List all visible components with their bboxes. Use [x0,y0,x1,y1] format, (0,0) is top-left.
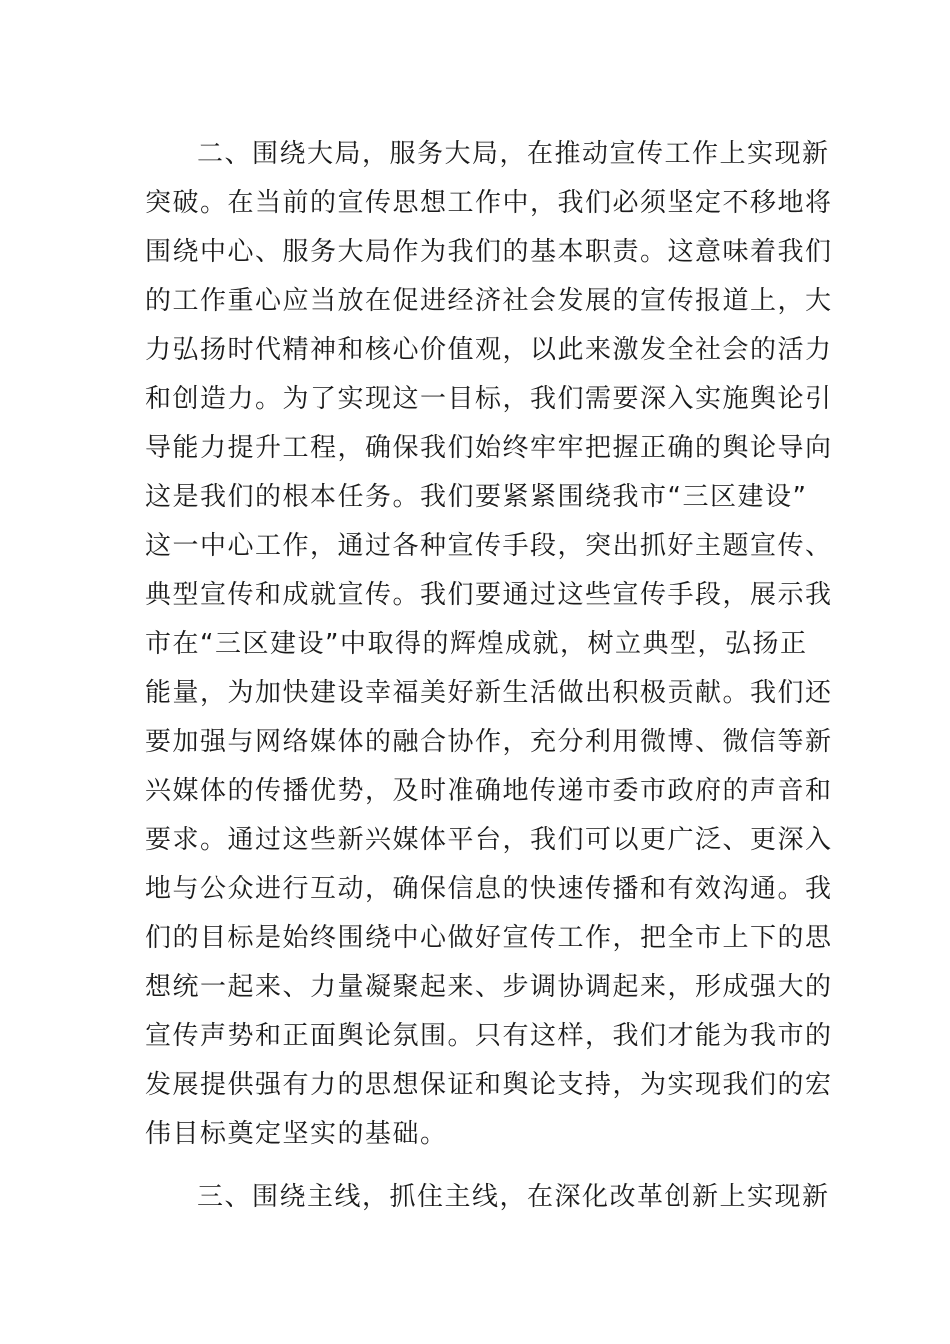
text-line: 市在“三区建设”中取得的辉煌成就，树立典型，弘扬正 [145,629,808,659]
text-line: 们的目标是始终围绕中心做好宣传工作，把全市上下的思 [145,923,833,953]
text-line: 要加强与网络媒体的融合协作，充分利用微博、微信等新 [145,727,833,757]
text-line: 宣传声势和正面舆论氛围。只有这样，我们才能为我市的 [145,1021,833,1051]
text-line: 发展提供强有力的思想保证和舆论支持，为实现我们的宏 [145,1070,833,1100]
text-line: 二、围绕大局，服务大局，在推动宣传工作上实现新 [197,139,830,169]
text-line: 和创造力。为了实现这一目标，我们需要深入实施舆论引 [145,384,833,414]
text-line: 想统一起来、力量凝聚起来、步调协调起来，形成强大的 [145,972,833,1002]
text-line: 突破。在当前的宣传思想工作中，我们必须坚定不移地将 [145,188,833,218]
text-line: 这是我们的根本任务。我们要紧紧围绕我市“三区建设” [145,482,808,512]
paragraph-publicity-work [145,130,833,1159]
text-line: 伟目标奠定坚实的基础。 [145,1119,448,1149]
text-line: 三、围绕主线，抓住主线，在深化改革创新上实现新 [197,1182,830,1212]
paragraph-reform-innovation [145,1173,830,1222]
text-line: 的工作重心应当放在促进经济社会发展的宣传报道上，大 [145,286,833,316]
text-line: 兴媒体的传播优势，及时准确地传递市委市政府的声音和 [145,776,833,806]
text-line: 要求。通过这些新兴媒体平台，我们可以更广泛、更深入 [145,825,833,855]
text-line: 围绕中心、服务大局作为我们的基本职责。这意味着我们 [145,237,833,267]
text-line: 力弘扬时代精神和核心价值观，以此来激发全社会的活力 [145,335,833,365]
text-line: 地与公众进行互动，确保信息的快速传播和有效沟通。我 [145,874,833,904]
text-line: 这一中心工作，通过各种宣传手段，突出抓好主题宣传、 [145,531,833,561]
text-line: 能量，为加快建设幸福美好新生活做出积极贡献。我们还 [145,678,833,708]
text-line: 导能力提升工程，确保我们始终牢牢把握正确的舆论导向 [145,433,833,463]
text-line: 典型宣传和成就宣传。我们要通过这些宣传手段，展示我 [145,580,833,610]
